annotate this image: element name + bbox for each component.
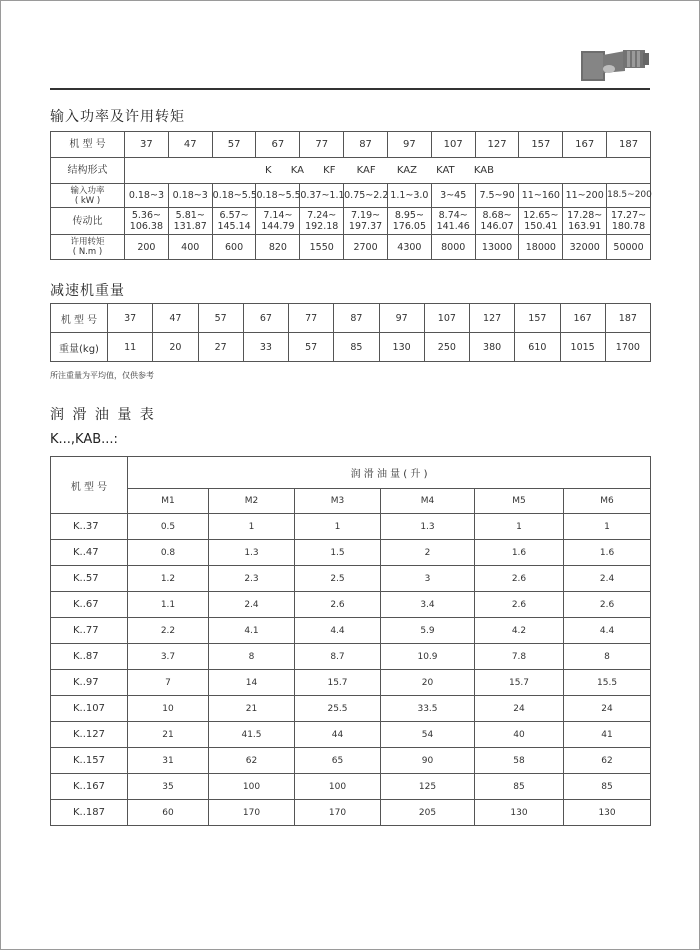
position-header: M4 xyxy=(381,489,475,514)
oil-volume-cell: 2.3 xyxy=(209,566,295,592)
table-row-models xyxy=(51,304,651,333)
oil-volume-cell: 5.9 xyxy=(381,618,475,644)
oil-volume-cell: 21 xyxy=(128,722,209,748)
table-row xyxy=(51,540,651,566)
torque-cell: 400 xyxy=(168,235,212,260)
oil-volume-cell: 41.5 xyxy=(209,722,295,748)
model-cell: 187 xyxy=(607,132,651,158)
model-cell: 67 xyxy=(243,304,288,333)
table-row-power xyxy=(51,184,651,208)
oil-volume-cell: 62 xyxy=(564,748,651,774)
oil-volume-cell: 1 xyxy=(475,514,564,540)
table-row xyxy=(51,800,651,826)
torque-cell: 18000 xyxy=(519,235,563,260)
structure-type: KAT xyxy=(436,165,455,176)
oil-volume-cell: 0.5 xyxy=(128,514,209,540)
torque-cell: 50000 xyxy=(607,235,651,260)
section-title-weight: 减速机重量 xyxy=(50,283,125,299)
model-cell: K..167 xyxy=(51,774,128,800)
model-cell: K..87 xyxy=(51,644,128,670)
power-cell: 0.75~2.2 xyxy=(344,184,388,208)
torque-label xyxy=(51,235,125,260)
structure-types-cell xyxy=(125,158,651,184)
ratio-cell xyxy=(212,208,256,235)
oil-volume-cell: 1.6 xyxy=(475,540,564,566)
table-row xyxy=(51,696,651,722)
oil-volume-cell: 21 xyxy=(209,696,295,722)
oil-volume-cell: 125 xyxy=(381,774,475,800)
power-cell: 11~200 xyxy=(563,184,607,208)
weight-cell: 1015 xyxy=(560,333,605,362)
ratio-max: 176.05 xyxy=(392,221,426,232)
table-row-structure xyxy=(51,158,651,184)
oil-volume-cell: 205 xyxy=(381,800,475,826)
ratio-cell xyxy=(256,208,300,235)
ratio-min: 7.24~ xyxy=(307,210,337,221)
oil-volume-cell: 3 xyxy=(381,566,475,592)
oil-volume-cell: 1.6 xyxy=(564,540,651,566)
power-cell: 3~45 xyxy=(431,184,475,208)
oil-volume-cell: 24 xyxy=(475,696,564,722)
oil-volume-cell: 33.5 xyxy=(381,696,475,722)
weight-table xyxy=(50,303,651,362)
oil-volume-cell: 85 xyxy=(564,774,651,800)
model-cell: K..67 xyxy=(51,592,128,618)
oil-volume-cell: 85 xyxy=(475,774,564,800)
torque-cell: 13000 xyxy=(475,235,519,260)
weight-cell: 11 xyxy=(108,333,153,362)
ratio-cell xyxy=(431,208,475,235)
torque-label-line1: 许用转矩 xyxy=(70,237,105,247)
power-cell: 1.1~3.0 xyxy=(387,184,431,208)
weight-cell: 57 xyxy=(289,333,334,362)
table-row xyxy=(51,566,651,592)
power-cell: 0.18~3 xyxy=(125,184,169,208)
weight-cell: 380 xyxy=(470,333,515,362)
ratio-max: 141.46 xyxy=(436,221,470,232)
power-cell: 11~160 xyxy=(519,184,563,208)
weight-cell: 610 xyxy=(515,333,560,362)
oil-volume-cell: 2.6 xyxy=(564,592,651,618)
power-cell: 0.18~5.5 xyxy=(256,184,300,208)
oil-volume-header: 润 滑 油 量 ( 升 ) xyxy=(128,457,651,489)
model-label: 机 型 号 xyxy=(51,132,125,158)
oil-volume-cell: 4.1 xyxy=(209,618,295,644)
oil-volume-cell: 4.2 xyxy=(475,618,564,644)
model-cell: 127 xyxy=(475,132,519,158)
oil-volume-cell: 1.2 xyxy=(128,566,209,592)
oil-volume-cell: 8.7 xyxy=(295,644,381,670)
ratio-cell xyxy=(519,208,563,235)
oil-volume-cell: 0.8 xyxy=(128,540,209,566)
oil-volume-cell: 3.7 xyxy=(128,644,209,670)
oil-volume-cell: 10.9 xyxy=(381,644,475,670)
ratio-min: 12.65~ xyxy=(523,210,559,221)
model-cell: 87 xyxy=(344,132,388,158)
oil-volume-cell: 1 xyxy=(564,514,651,540)
weight-cell: 85 xyxy=(334,333,379,362)
power-cell: 18.5~200 xyxy=(607,184,651,208)
section-title-lubrication: 润 滑 油 量 表 xyxy=(50,407,156,423)
oil-volume-cell: 90 xyxy=(381,748,475,774)
table-row xyxy=(51,592,651,618)
ratio-max: 192.18 xyxy=(305,221,339,232)
oil-volume-cell: 58 xyxy=(475,748,564,774)
table-header-row xyxy=(51,457,651,489)
model-cell: 47 xyxy=(153,304,198,333)
torque-cell: 4300 xyxy=(387,235,431,260)
oil-volume-cell: 2.6 xyxy=(475,592,564,618)
torque-cell: 1550 xyxy=(300,235,344,260)
ratio-cell xyxy=(168,208,212,235)
power-cell: 0.18~3 xyxy=(168,184,212,208)
model-cell: K..107 xyxy=(51,696,128,722)
model-cell: K..57 xyxy=(51,566,128,592)
model-cell: K..47 xyxy=(51,540,128,566)
gear-motor-image xyxy=(575,45,655,83)
ratio-max: 163.91 xyxy=(568,221,602,232)
oil-volume-cell: 35 xyxy=(128,774,209,800)
table-row-weights xyxy=(51,333,651,362)
table-row xyxy=(51,514,651,540)
oil-volume-cell: 41 xyxy=(564,722,651,748)
model-cell: 37 xyxy=(108,304,153,333)
ratio-min: 8.68~ xyxy=(482,210,512,221)
oil-volume-cell: 170 xyxy=(295,800,381,826)
structure-type: K xyxy=(265,165,272,176)
power-torque-table xyxy=(50,131,651,260)
ratio-max: 144.79 xyxy=(261,221,295,232)
model-label: 机 型 号 xyxy=(51,304,108,333)
torque-cell: 8000 xyxy=(431,235,475,260)
ratio-label: 传动比 xyxy=(51,208,125,235)
table-row xyxy=(51,722,651,748)
ratio-max: 145.14 xyxy=(217,221,251,232)
table-row-models xyxy=(51,132,651,158)
oil-volume-cell: 4.4 xyxy=(564,618,651,644)
oil-volume-cell: 40 xyxy=(475,722,564,748)
structure-type: KAZ xyxy=(396,165,417,176)
model-cell: 187 xyxy=(605,304,650,333)
power-cell: 0.37~1.1 xyxy=(300,184,344,208)
oil-volume-cell: 15.7 xyxy=(295,670,381,696)
model-cell: 77 xyxy=(289,304,334,333)
oil-volume-cell: 100 xyxy=(209,774,295,800)
oil-volume-cell: 2 xyxy=(381,540,475,566)
oil-volume-cell: 10 xyxy=(128,696,209,722)
torque-cell: 600 xyxy=(212,235,256,260)
oil-volume-cell: 14 xyxy=(209,670,295,696)
oil-volume-cell: 54 xyxy=(381,722,475,748)
model-cell: 97 xyxy=(379,304,424,333)
model-cell: 167 xyxy=(563,132,607,158)
model-cell: 107 xyxy=(431,132,475,158)
ratio-min: 7.14~ xyxy=(263,210,293,221)
table-subheader-row xyxy=(51,489,651,514)
model-cell: 97 xyxy=(387,132,431,158)
torque-cell: 820 xyxy=(256,235,300,260)
ratio-max: 106.38 xyxy=(129,221,164,232)
oil-volume-cell: 3.4 xyxy=(381,592,475,618)
oil-volume-cell: 7 xyxy=(128,670,209,696)
torque-cell: 32000 xyxy=(563,235,607,260)
oil-volume-cell: 8 xyxy=(209,644,295,670)
table-row-ratio xyxy=(51,208,651,235)
ratio-min: 17.28~ xyxy=(567,210,603,221)
weight-cell: 20 xyxy=(153,333,198,362)
model-cell: 167 xyxy=(560,304,605,333)
model-cell: 107 xyxy=(424,304,469,333)
oil-volume-cell: 15.5 xyxy=(564,670,651,696)
position-header: M3 xyxy=(295,489,381,514)
oil-volume-cell: 130 xyxy=(564,800,651,826)
ratio-cell xyxy=(475,208,519,235)
oil-volume-cell: 15.7 xyxy=(475,670,564,696)
model-cell: K..157 xyxy=(51,748,128,774)
torque-label-line2: ( N.m ) xyxy=(72,247,103,257)
oil-volume-cell: 31 xyxy=(128,748,209,774)
structure-type: KF xyxy=(323,165,336,176)
oil-volume-cell: 20 xyxy=(381,670,475,696)
weight-cell: 130 xyxy=(379,333,424,362)
table-row xyxy=(51,774,651,800)
model-cell: 57 xyxy=(198,304,243,333)
model-label: 机 型 号 xyxy=(51,457,128,514)
table-row xyxy=(51,670,651,696)
oil-volume-cell: 2.6 xyxy=(295,592,381,618)
oil-volume-cell: 7.8 xyxy=(475,644,564,670)
oil-volume-cell: 100 xyxy=(295,774,381,800)
model-cell: 157 xyxy=(515,304,560,333)
torque-cell: 2700 xyxy=(344,235,388,260)
ratio-min: 5.81~ xyxy=(175,210,205,221)
position-header: M5 xyxy=(475,489,564,514)
section-title-power-torque: 输入功率及许用转矩 xyxy=(50,109,185,125)
oil-volume-cell: 4.4 xyxy=(295,618,381,644)
oil-volume-cell: 1.5 xyxy=(295,540,381,566)
oil-volume-cell: 60 xyxy=(128,800,209,826)
model-cell: 77 xyxy=(300,132,344,158)
ratio-max: 150.41 xyxy=(524,221,558,232)
model-cell: K..37 xyxy=(51,514,128,540)
ratio-cell xyxy=(300,208,344,235)
ratio-max: 180.78 xyxy=(611,221,646,232)
ratio-max: 197.37 xyxy=(348,221,383,232)
model-cell: K..97 xyxy=(51,670,128,696)
structure-label: 结构形式 xyxy=(51,158,125,184)
ratio-cell xyxy=(563,208,607,235)
power-cell: 7.5~90 xyxy=(475,184,519,208)
ratio-min: 6.57~ xyxy=(219,210,249,221)
ratio-min: 8.74~ xyxy=(438,210,468,221)
structure-type: KAB xyxy=(473,165,494,176)
oil-volume-cell: 1.3 xyxy=(209,540,295,566)
model-cell: K..127 xyxy=(51,722,128,748)
lubrication-table xyxy=(50,456,651,826)
model-cell: 67 xyxy=(256,132,300,158)
oil-volume-cell: 1 xyxy=(209,514,295,540)
model-cell: K..77 xyxy=(51,618,128,644)
table-row xyxy=(51,618,651,644)
ratio-cell xyxy=(387,208,431,235)
power-label-line1: 输入功率 xyxy=(70,185,105,196)
ratio-min: 17.27~ xyxy=(610,210,647,221)
weight-cell: 33 xyxy=(243,333,288,362)
ratio-cell xyxy=(125,208,169,235)
model-cell: 57 xyxy=(212,132,256,158)
weight-note: 所注重量为平均值，仅供参考 xyxy=(50,371,154,380)
position-header: M6 xyxy=(564,489,651,514)
table-row-torque xyxy=(51,235,651,260)
torque-cell: 200 xyxy=(125,235,169,260)
model-cell: 157 xyxy=(519,132,563,158)
oil-volume-cell: 1.3 xyxy=(381,514,475,540)
ratio-max: 146.07 xyxy=(480,221,514,232)
oil-volume-cell: 24 xyxy=(564,696,651,722)
oil-volume-cell: 2.4 xyxy=(209,592,295,618)
header-rule xyxy=(50,88,650,90)
oil-volume-cell: 62 xyxy=(209,748,295,774)
power-label xyxy=(51,184,125,208)
model-cell: 37 xyxy=(125,132,169,158)
ratio-cell xyxy=(607,208,651,235)
oil-volume-cell: 8 xyxy=(564,644,651,670)
model-cell: K..187 xyxy=(51,800,128,826)
table-row xyxy=(51,748,651,774)
weight-cell: 27 xyxy=(198,333,243,362)
ratio-min: 5.36~ xyxy=(131,210,161,221)
oil-volume-cell: 2.6 xyxy=(475,566,564,592)
oil-volume-cell: 44 xyxy=(295,722,381,748)
position-header: M2 xyxy=(209,489,295,514)
structure-type: KAF xyxy=(356,165,376,176)
oil-volume-cell: 25.5 xyxy=(295,696,381,722)
table-row xyxy=(51,644,651,670)
ratio-cell xyxy=(344,208,388,235)
oil-volume-cell: 170 xyxy=(209,800,295,826)
weight-cell: 250 xyxy=(424,333,469,362)
ratio-min: 7.19~ xyxy=(350,210,381,221)
power-cell: 0.18~5.5 xyxy=(212,184,256,208)
model-cell: 47 xyxy=(168,132,212,158)
position-header: M1 xyxy=(128,489,209,514)
power-label-line2: ( kW ) xyxy=(74,195,101,206)
oil-volume-cell: 2.5 xyxy=(295,566,381,592)
model-cell: 87 xyxy=(334,304,379,333)
oil-volume-cell: 2.2 xyxy=(128,618,209,644)
weight-cell: 1700 xyxy=(605,333,650,362)
oil-volume-cell: 2.4 xyxy=(564,566,651,592)
oil-volume-cell: 130 xyxy=(475,800,564,826)
weight-label: 重量(kg) xyxy=(51,333,108,362)
oil-volume-cell: 65 xyxy=(295,748,381,774)
oil-volume-cell: 1 xyxy=(295,514,381,540)
ratio-max: 131.87 xyxy=(173,221,207,232)
oil-volume-cell: 1.1 xyxy=(128,592,209,618)
structure-type: KA xyxy=(290,165,304,176)
ratio-min: 8.95~ xyxy=(394,210,424,221)
lubrication-subtitle: K...,KAB...: xyxy=(50,432,118,447)
model-cell: 127 xyxy=(470,304,515,333)
